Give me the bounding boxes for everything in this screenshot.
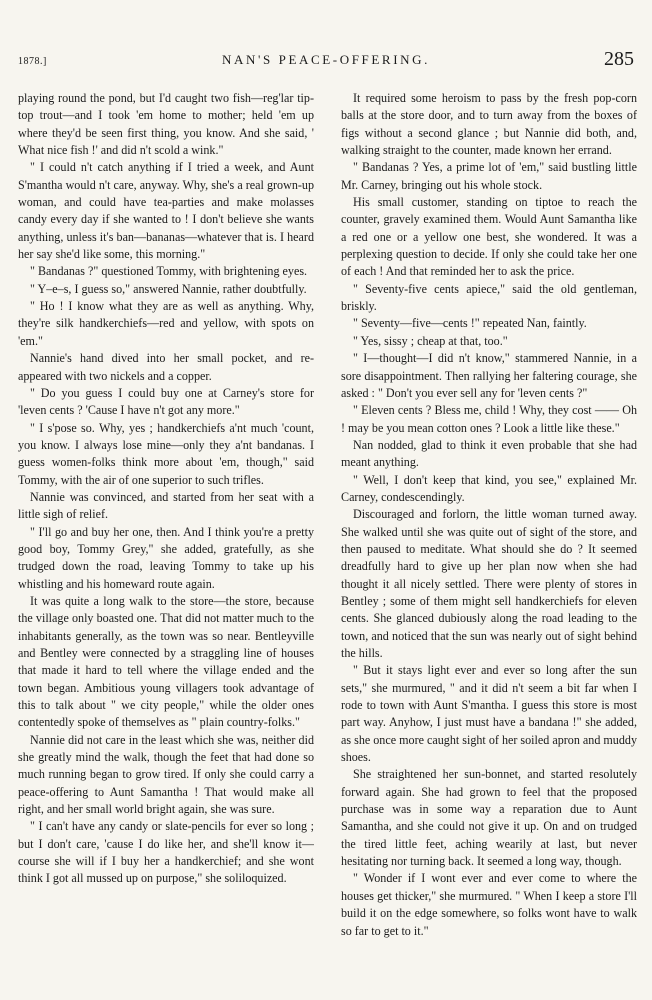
paragraph: Nannie was convinced, and started from her seat with a little sigh of relief.	[18, 489, 314, 522]
paragraph: " Bandanas ?" questioned Tommy, with brightening eyes.	[30, 264, 308, 279]
paragraph: " But it stays light ever and ever so long after the sun sets," she murmured, " and it did n't seem a bit far when I rode to town with Aunt S'mantha. I guess this store is most part way. Anyhow, I just must have a bandana !" she added, as she once more caught sight of her soiled apron and muddy shoes.	[341, 663, 637, 765]
running-header	[18, 48, 634, 74]
paragraph: " Do you guess I could buy one at Carney's store for 'leven cents ? 'Cause I have n't got any more."	[18, 385, 314, 418]
paragraph: " Seventy—five—cents !" repeated Nan, faintly.	[353, 316, 587, 331]
text-columns	[18, 90, 638, 990]
paragraph: It required some heroism to pass by the fresh pop-corn balls at the store door, and to turn away from the boxes of figs without a second glance ; but Nannie did both, and, walking straight to the counter, made known her errand.	[341, 91, 637, 158]
header-date: 1878.]	[18, 56, 47, 67]
header-title: NAN'S PEACE-OFFERING.	[222, 52, 430, 67]
paragraph: " Well, I don't keep that kind, you see," explained Mr. Carney, condescendingly.	[341, 472, 637, 504]
paragraph: " Y–e–s, I guess so," answered Nannie, rather doubtfully.	[30, 281, 307, 296]
paragraph: Nannie did not care in the least which she was, neither did she greatly mind the walk, though the feet that had done so much running began to grow tired. If only she could carry a peace-offering to Aunt Samantha ! That would make all right, and her small world bright again, she was sure.	[18, 732, 314, 817]
paragraph: " I can't have any candy or slate-pencils for ever so long ; but I don't care, 'cause I do like her, and she'll know it—course she will if I buy her a handkerchief; and she wont think I got all mussed up on purpose," she soliloquized.	[18, 819, 314, 886]
paragraph: " Seventy-five cents apiece," said the old gentleman, briskly.	[341, 281, 637, 314]
paragraph: His small customer, standing on tiptoe to reach the counter, gravely examined them. Would Aunt Samantha like a red one or a yellow one best, she wondered. It was a perplexing question to decide. If only she could take her one of each ! And that reminded her to ask the price.	[341, 195, 637, 279]
paragraph: Discouraged and forlorn, the little woman turned away. She walked until she was quite out of sight of the store, and then paused to meditate. What should she do ? It seemed dreadfully hard to give up her plan now when she had thought it all nicely settled. There were plenty of stores in Bentley ; some of them might sell handkerchiefs for eleven cents. She glanced dubiously along the road leading to the town, and noticed that the sun was nearly out of sight behind the hills.	[341, 507, 637, 660]
paragraph: " Yes, sissy ; cheap at that, too."	[353, 333, 508, 348]
paragraph: She straightened her sun-bonnet, and started resolutely forward again. She had grown to feel that the proposed purchase was in some way a reparation due to Aunt Samantha, and she could not give it up. On and on trudged the tired little feet, aching wearily at last, but never hesitating nor turning back. It seemed a long way, though.	[341, 767, 637, 869]
paragraph: " Ho ! I know what they are as well as anything. Why, they're silk handkerchiefs—red and yellow, with spots on 'em."	[18, 299, 314, 348]
paragraph: " Bandanas ? Yes, a prime lot of 'em," said bustling little Mr. Carney, bringing out his whole stock.	[341, 160, 637, 192]
paragraph: It was quite a long walk to the store—the store, because the village only boasted one. That did not matter much to the inhabitants generally, as the town was so near. Bentleyville and Bentley were connected by a straggling line of houses that made it hard to tell where the village ended and the town began. Ambitious young villagers took advantage of this to talk about " we city people," while the older ones contentedly spoke of themselves as " plain country-folks."	[18, 593, 314, 730]
paragraph: " I could n't catch anything if I tried a week, and Aunt S'mantha would n't care, anyway. Why, she's a real grown-up woman, and could have tea-parties and make molasses candy every day if she wanted to ! I don't believe she wants anything, unless it's ban—bananas—whatever that is. I heard her say she'd like some, this morning."	[18, 160, 314, 262]
paragraph: playing round the pond, but I'd caught two fish—reg'lar tip-top trout—and I took 'em home to mother; held 'em up where they'd be seen first thing, you know. And she said, ' What nice fish !' and did n't scold a wink."	[18, 91, 314, 158]
paragraph: Nannie's hand dived into her small pocket, and re-appeared with two nickels and a copper.	[18, 351, 314, 383]
page-number: 285	[604, 48, 634, 70]
paragraph: " Eleven cents ? Bless me, child ! Why, they cost —— Oh ! may be you mean cotton ones ? Look a little like these."	[341, 403, 637, 435]
paragraph: " I—thought—I did n't know," stammered Nannie, in a sore disappointment. Then rallying her faltering courage, she asked : " Don't you ever sell any for 'leven cents ?"	[341, 351, 637, 400]
left-column	[18, 90, 314, 990]
paragraph: Nan nodded, glad to think it even probable that she had meant anything.	[341, 437, 637, 470]
paragraph: " I s'pose so. Why, yes ; handkerchiefs a'nt much 'count, you know. I always lose mine—only they a'nt bandanas. I guess women-folks think more about 'em, though," said Tommy, with the air of one superior to such trifles.	[18, 420, 314, 487]
paragraph: " Wonder if I wont ever and ever come to where the houses get thicker," she murmured. " When I keep a store I'll build it on the edge somewhere, so folks wont have to walk so far to get to it."	[341, 871, 637, 938]
right-column	[341, 90, 637, 990]
paragraph: " I'll go and buy her one, then. And I think you're a pretty good boy, Tommy Grey," she added, gratefully, as she trudged down the road, leaving Tommy to take up his whistling and his homeward route again.	[18, 524, 314, 591]
